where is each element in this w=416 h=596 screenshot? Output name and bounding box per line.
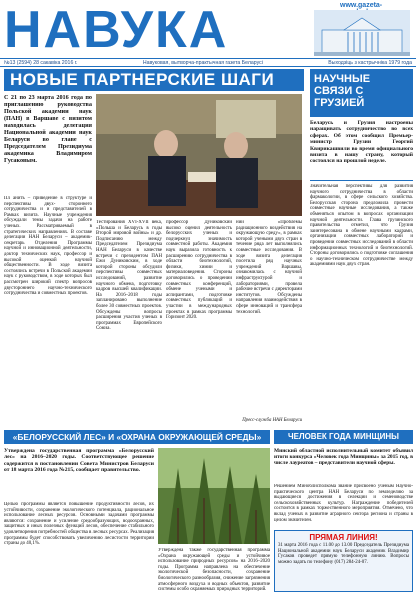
forest-lede: Утверждена государственная программа «Белорусский лес» на 2016–2020 годы. Соответствующее решение содержится в постановлении Совета Министров Беларуси от 18 марта 2016 года №215, сообщает правительство. (4, 448, 154, 473)
founded-note: Выходзіць з кастрычніка 1979 года (328, 59, 412, 66)
newspaper-subtitle: Навуковая, вытворча-практычная газета Беларусі (142, 59, 263, 66)
side-body: Значительная перспективы для развития научного сотрудничества в области фармакологии, в сфере сельского хозяйства. Белорусская сторона предложила провести совместные научные исследования, а также обменяться опытом в вопросах организации научной деятельности. Глава грузинского правительства отметил, что Грузия заинтересована в обмене научными кадрами, организации совместных лабораторий и проведении совместных исследований в области информационных технологий и биотехнологий. Стороны договорились о подготовке соглашения о научно-техническом сотрудничестве между академиями наук двух стран. (310, 184, 413, 268)
side-headline: НАУЧНЫЕ СВЯЗИ С ГРУЗИЕЙ (310, 69, 413, 117)
issue-number: №13 (2594) 28 сакавіка 2016 г. (4, 59, 78, 66)
people-body: Решением Миноблисполкома звание присвоено ученым Научно-практического центра НАН Беларуси по земледелию за выдающиеся достижения в селекции и семеноводстве сельскохозяйственных культур. Награждение победителей состоится в рамках торжественного мероприятия. Отмечено, что вклад ученых в развитие аграрного сектора региона и страны в целом значителен. (274, 484, 413, 523)
site-url[interactable]: www.gazeta- (340, 2, 383, 9)
people-section-headline: ЧЕЛОВЕК ГОДА МИНЩИНЫ (274, 430, 413, 444)
academy-building-illustration (314, 10, 410, 56)
forest-body-2: Утверждена также государственная программа «Охрана окружающей среды и устойчивое использование природных ресурсов» на 2016–2020 годы. Программа направлена на обеспечение экологической безопасности, сохранение биологического разнообразия, снижение загрязнения атмосферного воздуха и водных объектов, развитие системы особо охраняемых природных территорий. (158, 548, 270, 592)
lead-column-3: профессор Дуниковский высоко оценил деятельность белорусских ученых и подчеркнул значимость совместной работы. Академия наук выразила готовность к расширению сотрудничества в области биотехнологий, физики, химии и материаловедения. Стороны договорились о проведении совместных конференций, обмене учеными и аспирантами, подготовке совместных публикаций и участии в международных проектах в рамках программы Горизонт 2020. (166, 220, 232, 321)
hotline-body: 31 марта 2016 года с 11.00 до 13.00 Председатель Президиума Национальной академии наук Беларуси академик Владимир Гусаков проведет прямую телефонную линию. Вопросы можно задать по телефону (017) 284-24-07. (278, 543, 409, 565)
forest-body: Целью программы является повышение продуктивности лесов, их устойчивости, сохранение экологического потенциала, рациональное использование лесных ресурсов. Основными задачами программы являются: сохранение и усиление средообразующих, водоохранных, защитных и иных полезных функций лесов, обеспечение стабильного удовлетворения потребностей общества в лесных ресурсах. Реализация программы будет способствовать увеличению лесистости территории страны до 40,1%. (4, 502, 154, 547)
hotline-notice (274, 530, 413, 592)
people-lede: Минский областной исполнительный комитет объявил итоги конкурса «Человек года Минщины» за 2015 год, в числе лауреатов – представители научной сферы. (274, 448, 413, 467)
lead-photo (96, 94, 302, 216)
lead-column-1-text: Пл анить – приведение в структуре и перспективы двух- стороннего сотрудничества и и представителей в Рамках визита. Научные учреждения обсуждали темы задачи на работе ученых. Рассматриваемый в стратегических направлениях. В составе делегации НАН Беларуси – академик-секретарь Отделения Программы научной и инновационной деятельности, доктор технических наук, профессор и высокой оценкой научной общественности. В ходе визита состоялись встречи в Польской академии наук с руководством, в ходе которых был рассмотрен широкий спектр вопросов двустороннего научно-технического сотрудничества и совместных проектов. (4, 196, 92, 297)
hotline-title: ПРЯМАЯ ЛИНИЯ! (309, 533, 378, 542)
lead-headline: НОВЫЕ ПАРТНЕРСКИЕ ШАГИ (4, 69, 304, 91)
lead-column-1 (4, 196, 92, 426)
issue-info-bar (0, 58, 416, 67)
side-divider (310, 180, 413, 181)
lead-column-2: Тестирования XVI-XVII века, «Польша и Беларусь в годы Второй мировой войны» и др. Подписанию между Председателем Президиума НАН Беларуси в качестве встречи с президентом ПАН Ежи Дуниковским, в ходе которой стороны обсудили перспективы совместных исследований, развитие научного обмена, подготовку кадров высшей квалификации. На 2016–2018 годы запланировано выполнение более 30 совместных проектов. Обсуждены вопросы расширения участия ученых в программах Европейского Союза. (96, 220, 162, 332)
newspaper-logo: НАВУКА (4, 1, 229, 59)
lead-lede: С 21 по 23 марта 2016 года по приглашению руководства Польской академии наук (ПАН) в Варшаве с визитом находилась делегация Национальной академии наук Беларуси во главе с Председателем Президиума академика Владимиром Гусаковым. (4, 94, 92, 164)
forest-photo (158, 448, 270, 544)
lead-column-4: нии «Проблемы радиационного воздействия на окружающую среду», в рамках которой учеными двух стран в течение ряда лет выполнялись совместные исследования. В ходе визита делегация посетила ряд научных учреждений Варшавы, ознакомилась с научной инфраструктурой и лабораториями, провела рабочие встречи с директорами институтов. Обсуждены направления взаимодействия в сфере инноваций и трансфера технологий. (236, 220, 302, 315)
side-lede: Беларусь и Грузия настроены наращивать сотрудничество во всех сферах. Об этом сообщил Премьер-министр Грузии Георгий Квирикашвили во время официального визита в нашу страну, который состоялся на прошлой неделе. (310, 120, 413, 165)
lead-credit: Пресс-служба НАН Беларуси (242, 418, 302, 423)
forest-section-headline: «БЕЛОРУССКИЙ ЛЕС» И «ОХРАНА ОКРУЖАЮЩЕЙ СРЕДЫ» (4, 430, 270, 444)
